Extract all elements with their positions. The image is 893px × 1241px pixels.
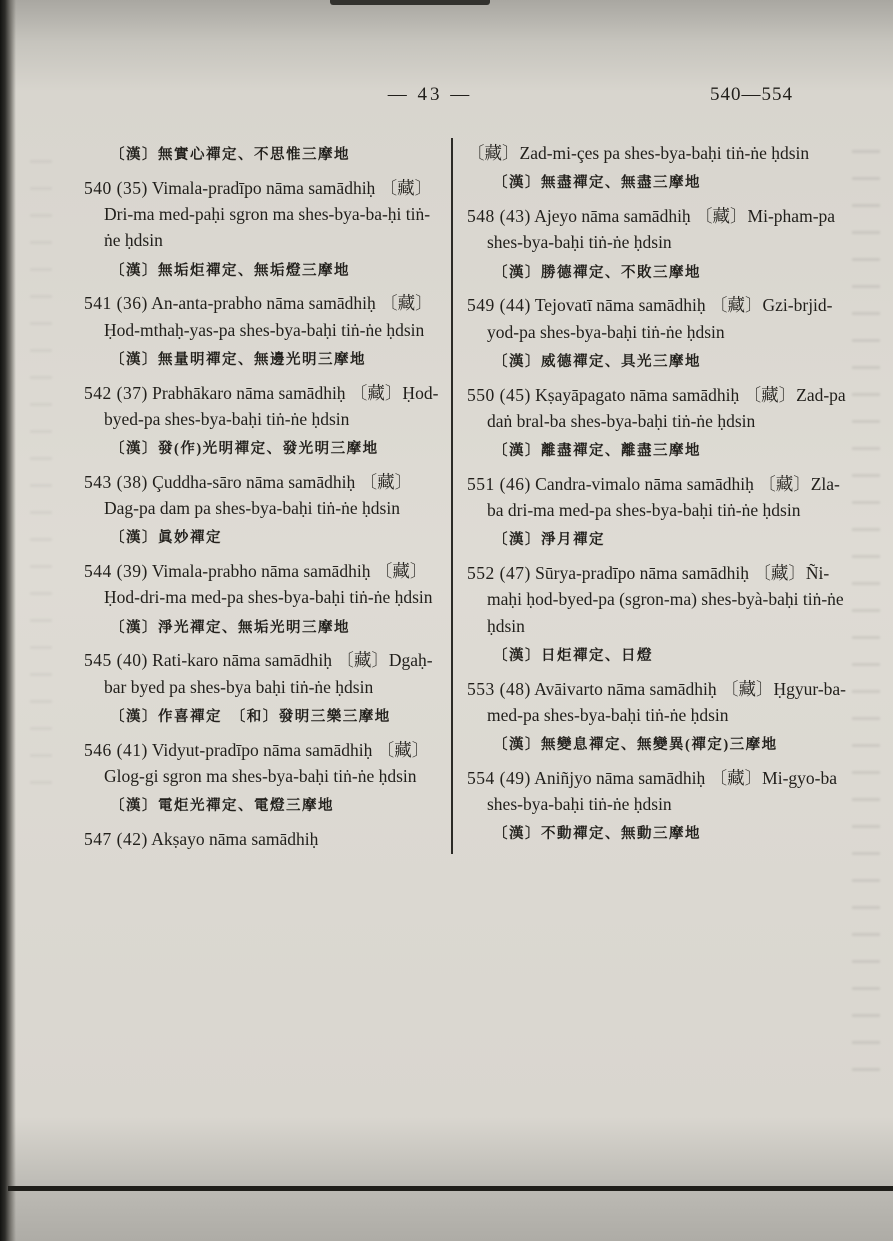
- entry-number: 541 (36): [84, 293, 148, 314]
- right-column: [467, 138, 849, 854]
- entry-text: Vimala-pradīpo nāma samādhiḥ 〔藏〕Dri-ma med-paḥi sgron ma shes-bya-ba-ḥi tiṅ-ṅe ḥdsin: [104, 177, 433, 251]
- entry-text: Ajeyo nāma samādhiḥ 〔藏〕Mi-pham-pa shes-bya-baḥi tiṅ-ṅe ḥdsin: [487, 206, 836, 253]
- entry-paragraph: [84, 175, 440, 254]
- chinese-gloss: 〔漢〕淨月禪定: [493, 532, 605, 549]
- entry-paragraph: [467, 382, 849, 435]
- page-bottom-rule: [8, 1186, 893, 1191]
- entry-text: Candra-vimalo nāma samādhiḥ 〔藏〕Zla-ba dri-ma med-pa shes-bya-baḥi tiṅ-ṅe ḥdsin: [487, 473, 840, 520]
- chinese-gloss: 〔漢〕無量明禪定、無邊光明三摩地: [110, 351, 366, 368]
- chinese-gloss: 〔漢〕電炬光禪定、電燈三摩地: [110, 798, 334, 814]
- entry-paragraph: [467, 471, 849, 524]
- entry-paragraph: [84, 647, 440, 700]
- chinese-gloss: 〔漢〕威德禪定、具光三摩地: [493, 353, 701, 370]
- entry-text: Prabhākaro nāma samādhiḥ 〔藏〕Ḥod-byed-pa shes-bya-baḥi tiṅ-ṅe ḥdsin: [104, 382, 439, 429]
- entry-text: Sūrya-pradīpo nāma samādhiḥ 〔藏〕Ñi-maḥi ḥod-byed-pa (sgron-ma) shes-byà-baḥi tiṅ-ṅe ḥdsin: [487, 563, 844, 636]
- column-divider-rule: [451, 138, 453, 854]
- entry-number: 540 (35): [84, 177, 148, 198]
- chinese-gloss: 〔漢〕不動禪定、無動三摩地: [493, 826, 701, 843]
- entry-number: 551 (46): [467, 473, 531, 494]
- entry-paragraph: [467, 765, 849, 818]
- entry-text: Tejovatī nāma samādhiḥ 〔藏〕Gzi-brjid-yod-pa shes-bya-baḥi tiṅ-ṅe ḥdsin: [487, 295, 833, 342]
- entry-number: 553 (48): [467, 678, 531, 699]
- entry-paragraph: [84, 558, 440, 611]
- continuation-text: 〔藏〕Zad-mi-çes pa shes-bya-baḥi tiṅ-ṅe ḥdsin: [467, 143, 810, 163]
- entry-number: 544 (39): [84, 561, 148, 581]
- entry-paragraph: [467, 560, 849, 639]
- two-column-body: [0, 138, 893, 854]
- entry-number: 547 (42): [84, 828, 148, 849]
- chinese-gloss: 〔漢〕無垢炬禪定、無垢燈三摩地: [110, 262, 350, 279]
- entry-range: 540—554: [710, 84, 793, 105]
- entry-number: 549 (44): [467, 295, 531, 316]
- entry-text: Avāivarto nāma samādhiḥ 〔藏〕Ḥgyur-ba-med-pa shes-bya-baḥi tiṅ-ṅe ḥdsin: [487, 678, 847, 725]
- entry-number: 554 (49): [467, 767, 531, 788]
- entry-paragraph: [84, 380, 440, 433]
- entry-paragraph: [84, 826, 440, 852]
- chinese-gloss: 〔漢〕作喜禪定 〔和〕發明三樂三摩地: [110, 708, 391, 725]
- chinese-gloss: 〔漢〕無實心禪定、不思惟三摩地: [110, 147, 350, 163]
- entry-text: Akṣayo nāma samādhiḥ: [151, 828, 319, 849]
- chinese-gloss: 〔漢〕日炬禪定、日燈: [493, 647, 653, 664]
- entry-text: An-anta-prabho nāma samādhiḥ 〔藏〕Ḥod-mthaḥ-yas-pa shes-bya-baḥi tiṅ-ṅe ḥdsin: [104, 293, 433, 340]
- entry-number: 548 (43): [467, 206, 531, 226]
- chinese-gloss: 〔漢〕無變息禪定、無變異(禪定)三摩地: [493, 737, 778, 753]
- entry-number: 546 (41): [84, 739, 148, 760]
- entry-text: Kṣayāpagato nāma samādhiḥ 〔藏〕Zad-pa daṅ bral-ba shes-bya-baḥi tiṅ-ṅe ḥdsin: [487, 384, 846, 431]
- entry-number: 545 (40): [84, 650, 148, 671]
- entry-text: Aniñjyo nāma samādhiḥ 〔藏〕Mi-gyo-ba shes-bya-baḥi tiṅ-ṅe ḥdsin: [487, 767, 838, 814]
- scan-edge-top-artifact: [330, 0, 490, 5]
- entry-text: Rati-karo nāma samādhiḥ 〔藏〕Dgaḥ-bar byed pa shes-bya baḥi tiṅ-ṅe ḥdsin: [104, 650, 433, 697]
- entry-paragraph: [84, 290, 440, 343]
- entry-number: 552 (47): [467, 563, 531, 583]
- entry-paragraph: [84, 469, 440, 522]
- entry-number: 550 (45): [467, 384, 531, 405]
- entry-text: Çuddha-sāro nāma samādhiḥ 〔藏〕Dag-pa dam pa shes-bya-baḥi tiṅ-ṅe ḥdsin: [104, 471, 413, 518]
- chinese-gloss: 〔漢〕離盡禪定、離盡三摩地: [493, 443, 701, 459]
- entry-paragraph: [467, 203, 849, 256]
- entry-text: Vimala-prabho nāma samādhiḥ 〔藏〕Ḥod-dri-ma med-pa shes-bya-baḥi tiṅ-ṅe ḥdsin: [104, 561, 433, 608]
- chinese-gloss: 〔漢〕發(作)光明禪定、發光明三摩地: [110, 441, 379, 457]
- chinese-gloss: 〔漢〕無盡禪定、無盡三摩地: [493, 175, 701, 192]
- entry-number: 542 (37): [84, 382, 148, 403]
- entry-paragraph: [84, 737, 440, 790]
- entry-paragraph: [467, 676, 849, 729]
- page-number: — 43 —: [387, 84, 473, 105]
- left-column: [84, 138, 440, 854]
- entry-paragraph: [467, 292, 849, 345]
- chinese-gloss: 〔漢〕勝德禪定、不敗三摩地: [493, 264, 701, 281]
- entry-number: 543 (38): [84, 471, 148, 492]
- chinese-gloss: 〔漢〕眞妙禪定: [110, 530, 222, 547]
- entry-text: Vidyut-pradīpo nāma samādhiḥ 〔藏〕Glog-gi sgron ma shes-bya-baḥi tiṅ-ṅe ḥdsin: [104, 739, 430, 786]
- chinese-gloss: 〔漢〕淨光禪定、無垢光明三摩地: [110, 619, 350, 636]
- page-header: [0, 84, 893, 116]
